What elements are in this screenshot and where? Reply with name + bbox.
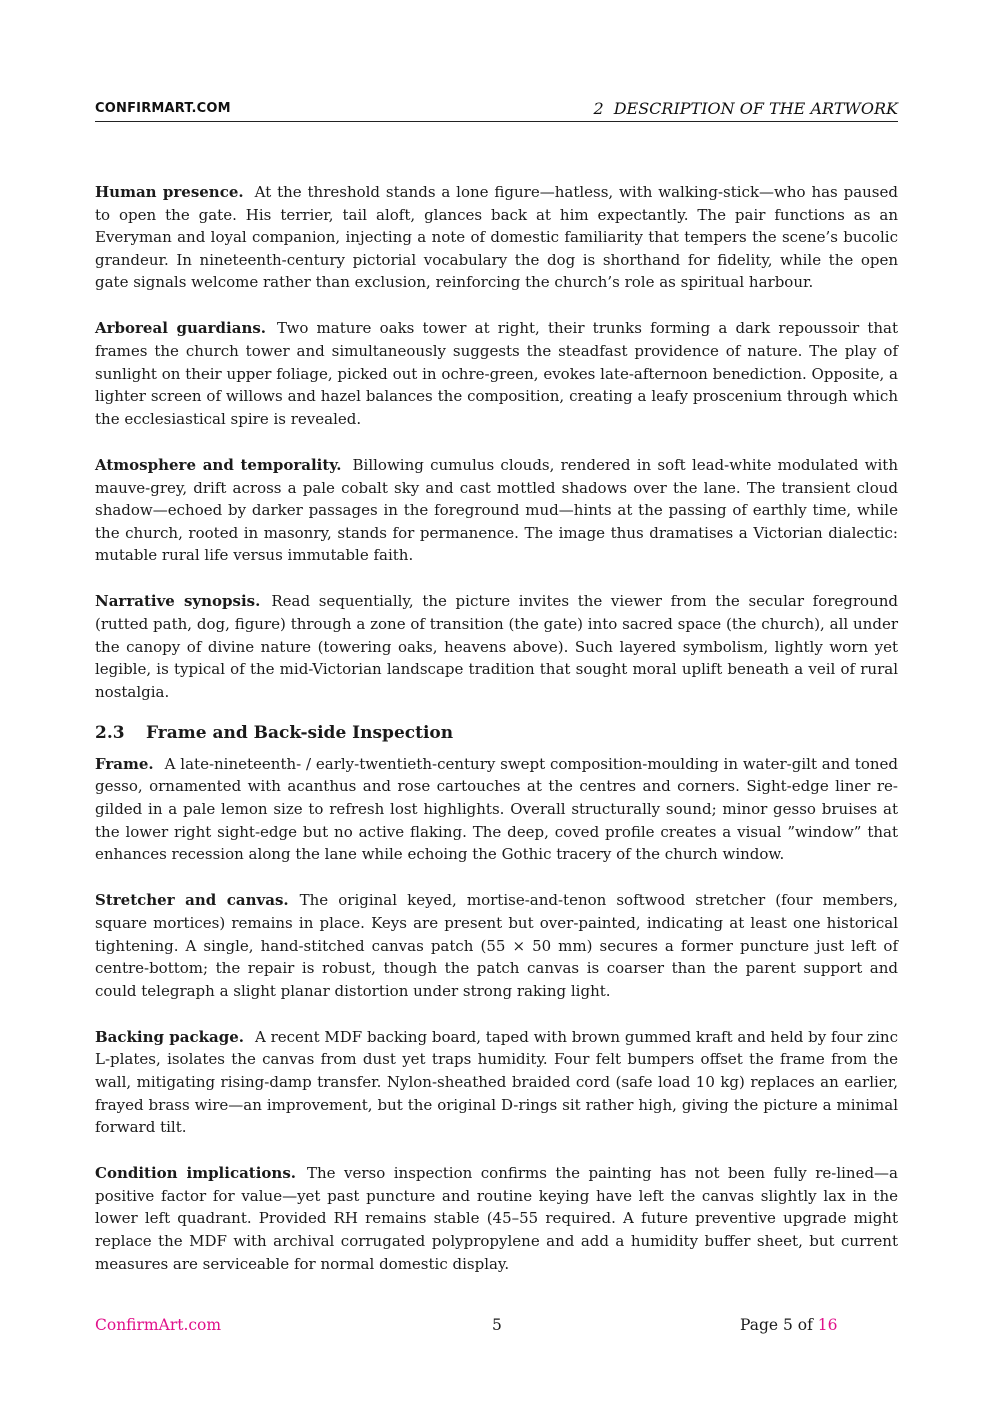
- paragraph-stretcher-canvas: [95, 889, 898, 1002]
- footer-page-prefix: Page 5 of: [740, 1316, 813, 1334]
- section-title: Frame and Back-side Inspection: [146, 722, 454, 743]
- running-section-number: 2: [593, 99, 604, 118]
- paragraph-text: The verso inspection confirms the painting has not been fully re-lined—a positive factor for value—yet past puncture and routine keying have left the canvas slightly lax in the lower left quadrant. Provided RH remains stable (45–55 required. A future preventive upgrade might replace the MDF with archival corrugated polypropylene and add a humidity buffer sheet, but current measures are serviceable for normal domestic display.: [95, 1164, 899, 1273]
- paragraph-lead: Narrative synopsis.: [95, 592, 261, 611]
- paragraph-lead: Human presence.: [95, 183, 244, 201]
- paragraph-lead: Stretcher and canvas.: [95, 891, 289, 910]
- footer-site-link[interactable]: ConfirmArt.com: [95, 1316, 222, 1334]
- paragraph-text: A late-nineteenth- / early-twentieth-century swept composition-moulding in water-gilt and toned gesso, ornamented with acanthus and rose cartouches at the centres and corners. Sight-edge liner re-gilded in a pale lemon size to refresh lost highlights. Overall structurally sound; minor gesso bruises at the lower right sight-edge but no active flaking. The deep, coved profile creates a visual ”window” that enhances recession along the lane while echoing the Gothic tracery of the church window.: [95, 754, 898, 864]
- paragraph-lead: Backing package.: [95, 1027, 244, 1046]
- paragraph-human-presence: [95, 181, 898, 294]
- paragraph-lead: Atmosphere and temporality.: [95, 455, 342, 474]
- footer-page-count: [740, 1316, 838, 1334]
- running-section-name: DESCRIPTION OF THE ARTWORK: [613, 99, 898, 118]
- paragraph-text: Two mature oaks tower at right, their trunks forming a dark repoussoir that frames the church tower and simultaneously suggests the steadfast providence of nature. The play of sunlight on their upper foliage, picked out in ochre-green, evokes late-afternoon benediction. Opposite, a lighter screen of willows and hazel balances the composition, creating a leafy proscenium through which the ecclesiastical spire is revealed.: [95, 319, 898, 428]
- footer-page-number: 5: [492, 1316, 502, 1334]
- paragraph-frame: [95, 753, 898, 866]
- paragraph-atmosphere: [95, 454, 898, 567]
- site-logo[interactable]: CONFIRMART.COM: [95, 101, 231, 116]
- section-number: 2.3: [95, 722, 125, 743]
- document-body: [95, 181, 898, 1299]
- paragraph-lead: Frame.: [95, 754, 154, 773]
- paragraph-lead: Arboreal guardians.: [95, 319, 267, 338]
- footer-total-pages-link[interactable]: 16: [817, 1316, 838, 1334]
- running-section-title: [594, 99, 898, 118]
- paragraph-lead: Condition implications.: [95, 1164, 297, 1183]
- running-header: [95, 99, 898, 122]
- section-heading: [95, 721, 898, 745]
- paragraph-text: Billowing cumulus clouds, rendered in soft lead-white modulated with mauve-grey, drift across a pale cobalt sky and cast mottled shadows over the lane. The transient cloud shadow—echoed by darker passages in the foreground mud—hints at the passing of earthly time, while the church, rooted in masonry, stands for permanence. The image thus dramatises a Victorian dialectic: mutable rural life versus immutable faith.: [95, 455, 898, 565]
- paragraph-text: At the threshold stands a lone figure—hatless, with walking-stick—who has paused to open the gate. His terrier, tail aloft, glances back at him expectantly. The pair functions as an Everyman and loyal companion, injecting a note of domestic familiarity that tempers the scene’s bucolic grandeur. In nineteenth-century pictorial vocabulary the dog is shorthand for fidelity, while the open gate signals welcome rather than exclusion, reinforcing the church’s role as spiritual harbour.: [95, 183, 898, 292]
- paragraph-text: Read sequentially, the picture invites the viewer from the secular foreground (rutted path, dog, figure) through a zone of transition (the gate) into sacred space (the church), all under the canopy of divine nature (towering oaks, heavens above). Such layered symbolism, lightly worn yet legible, is typical of the mid-Victorian landscape tradition that sought moral uplift beneath a veil of rural nostalgia.: [95, 592, 898, 701]
- paragraph-backing-package: [95, 1026, 898, 1139]
- page-footer: [95, 1316, 898, 1338]
- paragraph-text: The original keyed, mortise-and-tenon softwood stretcher (four members, square mortices) remains in place. Keys are present but over-painted, indicating at least one historical tightening. A single, hand-stitched canvas patch (55 × 50 mm) secures a former puncture just left of centre-bottom; the repair is robust, though the patch canvas is coarser than the parent support and could telegraph a slight planar distortion under strong raking light.: [95, 891, 898, 1000]
- paragraph-narrative-synopsis: [95, 590, 898, 703]
- paragraph-arboreal-guardians: [95, 317, 898, 430]
- paragraph-text: A recent MDF backing board, taped with brown gummed kraft and held by four zinc L-plates, isolates the canvas from dust yet traps humidity. Four felt bumpers offset the frame from the wall, mitigating rising-damp transfer. Nylon-sheathed braided cord (safe load 10 kg) replaces an earlier, frayed brass wire—an improvement, but the original D-rings sit rather high, giving the picture a minimal forward tilt.: [95, 1027, 898, 1137]
- paragraph-condition-implications: [95, 1162, 898, 1275]
